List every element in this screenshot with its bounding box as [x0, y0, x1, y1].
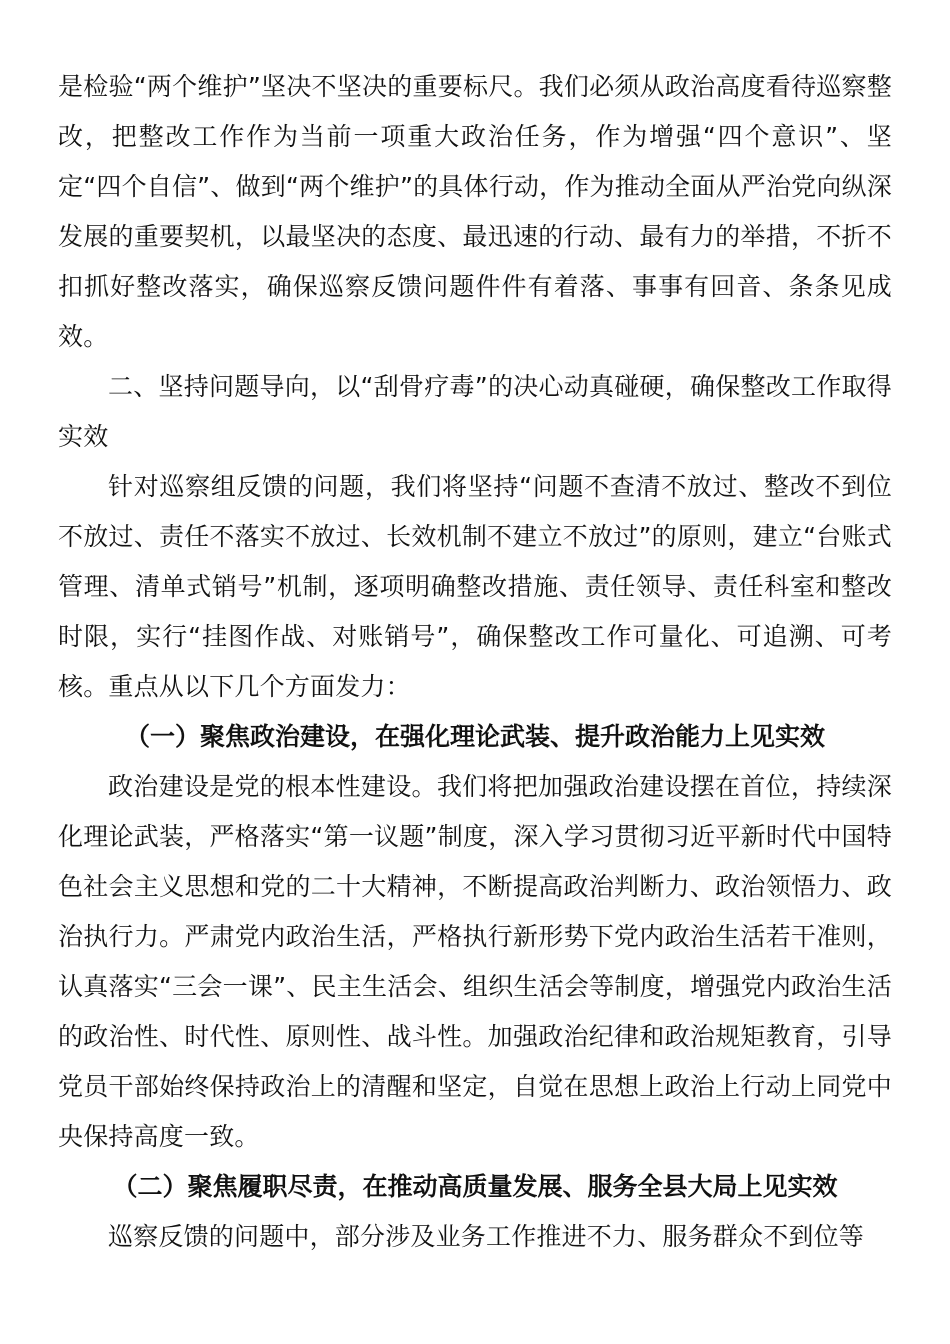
paragraph-rectification-principles: 针对巡察组反馈的问题，我们将坚持“问题不查清不放过、整改不到位不放过、责任不落实不放过、长效机制不建立不放过”的原则，建立“台账式管理、清单式销号”机制，逐项明确整改措施、责任领导、责任科室和整改时限，实行“挂图作战、对账销号”，确保整改工作可量化、可追溯、可考核。重点从以下几个方面发力： [58, 472, 892, 701]
paragraph-intro-continuation: 是检验“两个维护”坚决不坚决的重要标尺。我们必须从政治高度看待巡察整改，把整改工作作为当前一项重大政治任务，作为增强“四个意识”、坚定“四个自信”、做到“两个维护”的具体行动，作为推动全面从严治党向纵深发展的重要契机，以最坚决的态度、最迅速的行动、最有力的举措，不折不扣抓好整改落实，确保巡察反馈问题件件有着落、事事有回音、条条见成效。 [58, 72, 892, 351]
paragraph-political-construction: 政治建设是党的根本性建设。我们将把加强政治建设摆在首位，持续深化理论武装，严格落实“第一议题”制度，深入学习贯彻习近平新时代中国特色社会主义思想和党的二十大精神，不断提高政治判断力、政治领悟力、政治执行力。严肃党内政治生活，严格执行新形势下党内政治生活若干准则，认真落实“三会一课”、民主生活会、组织生活会等制度，增强党内政治生活的政治性、时代性、原则性、战斗性。加强政治纪律和政治规矩教育，引导党员干部始终保持政治上的清醒和坚定，自觉在思想上政治上行动上同党中央保持高度一致。 [58, 772, 892, 1151]
document-page [58, 62, 892, 1262]
subsection-one-heading: （一）聚焦政治建设，在强化理论武装、提升政治能力上见实效 [124, 722, 825, 751]
subsection-two-heading: （二）聚焦履职尽责，在推动高质量发展、服务全县大局上见实效 [112, 1172, 838, 1201]
paragraph-duty-performance: 巡察反馈的问题中，部分涉及业务工作推进不力、服务群众不到位等 [108, 1222, 865, 1251]
section-two-title: 二、坚持问题导向，以“刮骨疗毒”的决心动真碰硬，确保整改工作取得实效 [58, 372, 892, 451]
